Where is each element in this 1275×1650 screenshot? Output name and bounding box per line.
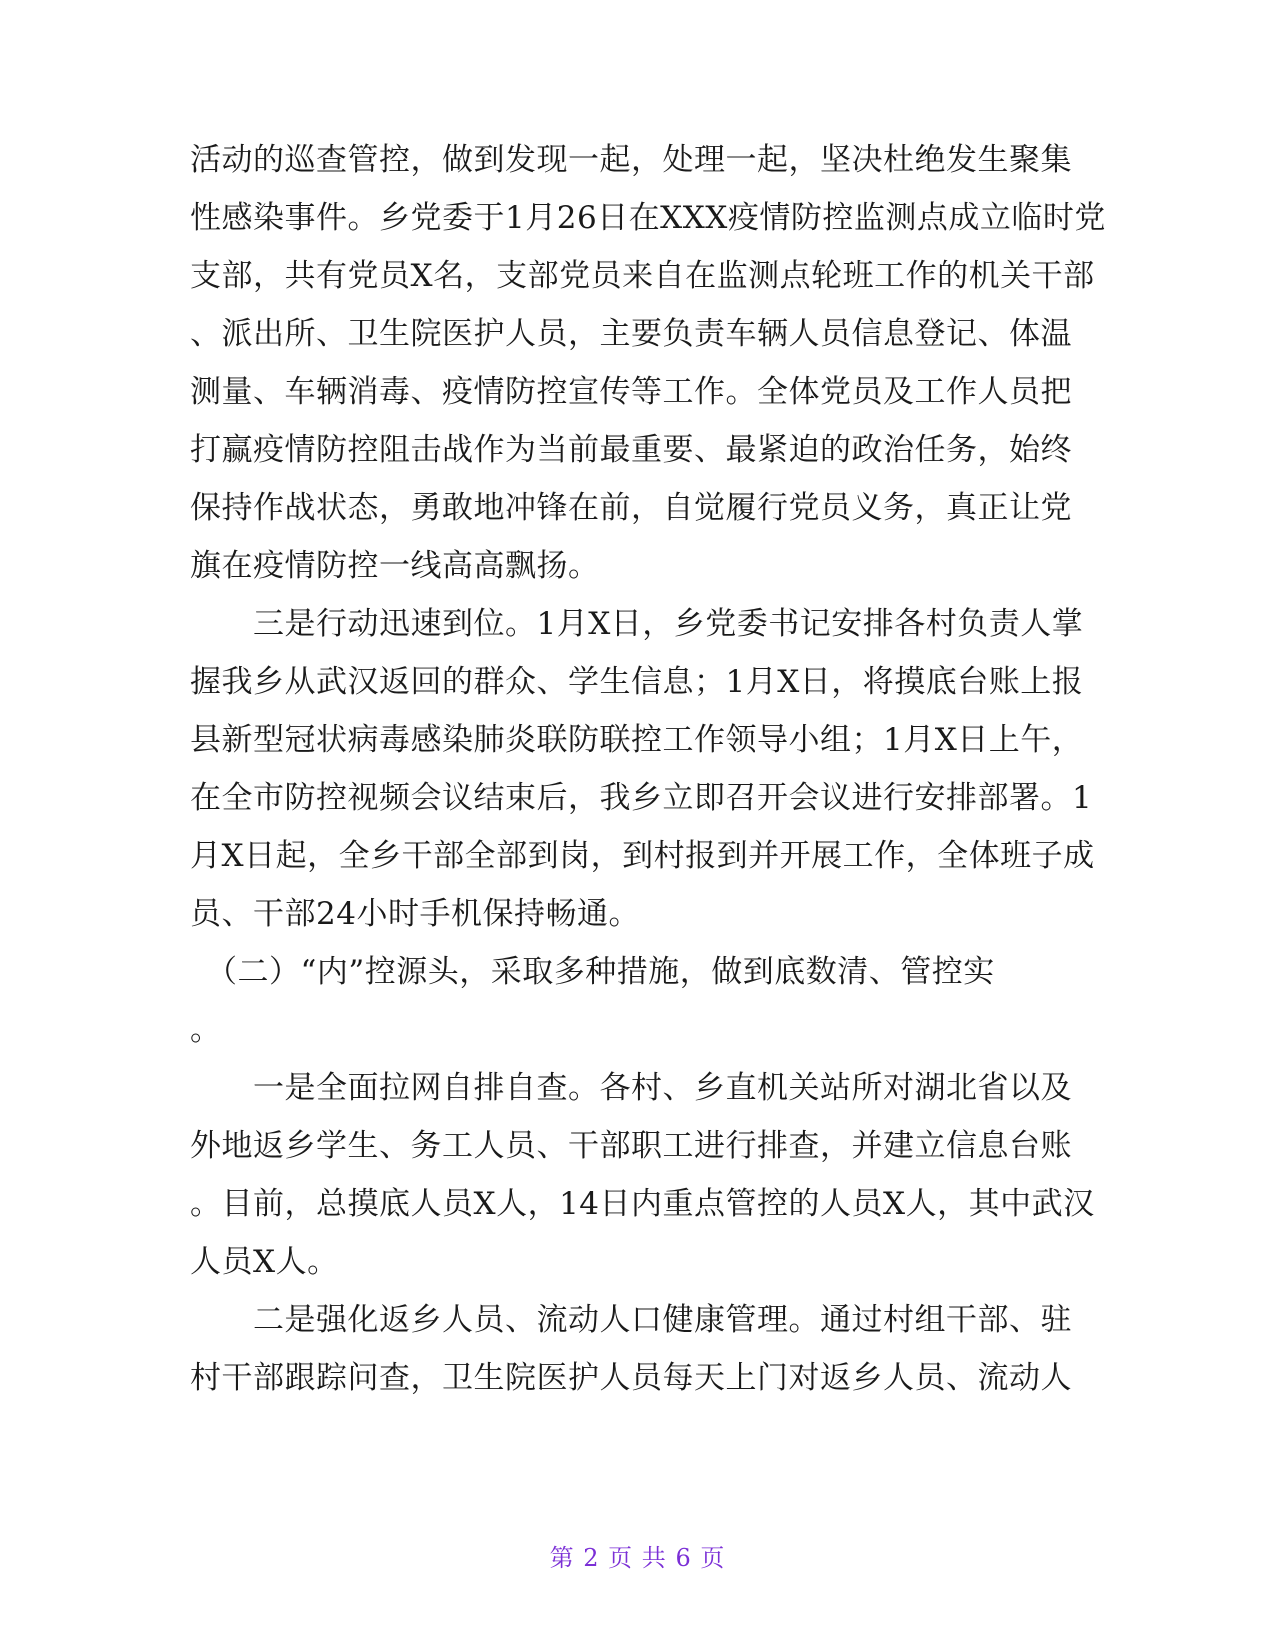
text-line: 、派出所、卫生院医护人员，主要负责车辆人员信息登记、体温 — [190, 316, 1072, 352]
text-line: 村干部跟踪问查，卫生院医护人员每天上门对返乡人员、流动人 — [190, 1360, 1072, 1396]
text-line: 。目前，总摸底人员X人，14日内重点管控的人员X人，其中武汉 — [190, 1186, 1095, 1222]
text-line: 人员X人。 — [190, 1244, 339, 1280]
text-line: 支部，共有党员X名，支部党员来自在监测点轮班工作的机关干部 — [190, 258, 1095, 294]
text-line: 保持作战状态，勇敢地冲锋在前，自觉履行党员义务，真正让党 — [190, 490, 1072, 526]
text-line: 在全市防控视频会议结束后，我乡立即召开会议进行安排部署。1 — [190, 780, 1093, 816]
page-number-footer: 第 2 页 共 6 页 — [549, 1544, 726, 1572]
text-line: 打赢疫情防控阻击战作为当前最重要、最紧迫的政治任务，始终 — [190, 432, 1072, 468]
text-line: 二是强化返乡人员、流动人口健康管理。通过村组干部、驻 — [190, 1302, 1072, 1338]
text-line: 活动的巡查管控，做到发现一起，处理一起，坚决杜绝发生聚集 — [190, 142, 1072, 178]
text-line: 。 — [190, 1012, 222, 1048]
text-line: 测量、车辆消毒、疫情防控宣传等工作。全体党员及工作人员把 — [190, 374, 1072, 410]
text-line: 县新型冠状病毒感染肺炎联防联控工作领导小组；1月X日上午， — [190, 722, 1084, 758]
text-line: 外地返乡学生、务工人员、干部职工进行排查，并建立信息台账 — [190, 1128, 1072, 1164]
text-line: 一是全面拉网自排自查。各村、乡直机关站所对湖北省以及 — [190, 1070, 1072, 1106]
text-line: 月X日起，全乡干部全部到岗，到村报到并开展工作，全体班子成 — [190, 838, 1095, 874]
section-heading: （二）“内”控源头，采取多种措施，做到底数清、管控实 — [190, 954, 995, 990]
text-line: 握我乡从武汉返回的群众、学生信息；1月X日，将摸底台账上报 — [190, 664, 1084, 700]
text-line: 员、干部24小时手机保持畅通。 — [190, 896, 640, 932]
text-line: 性感染事件。乡党委于1月26日在XXX疫情防控监测点成立临时党 — [190, 200, 1106, 236]
text-line: 三是行动迅速到位。1月X日，乡党委书记安排各村负责人掌 — [190, 606, 1084, 642]
text-line: 旗在疫情防控一线高高飘扬。 — [190, 548, 600, 584]
